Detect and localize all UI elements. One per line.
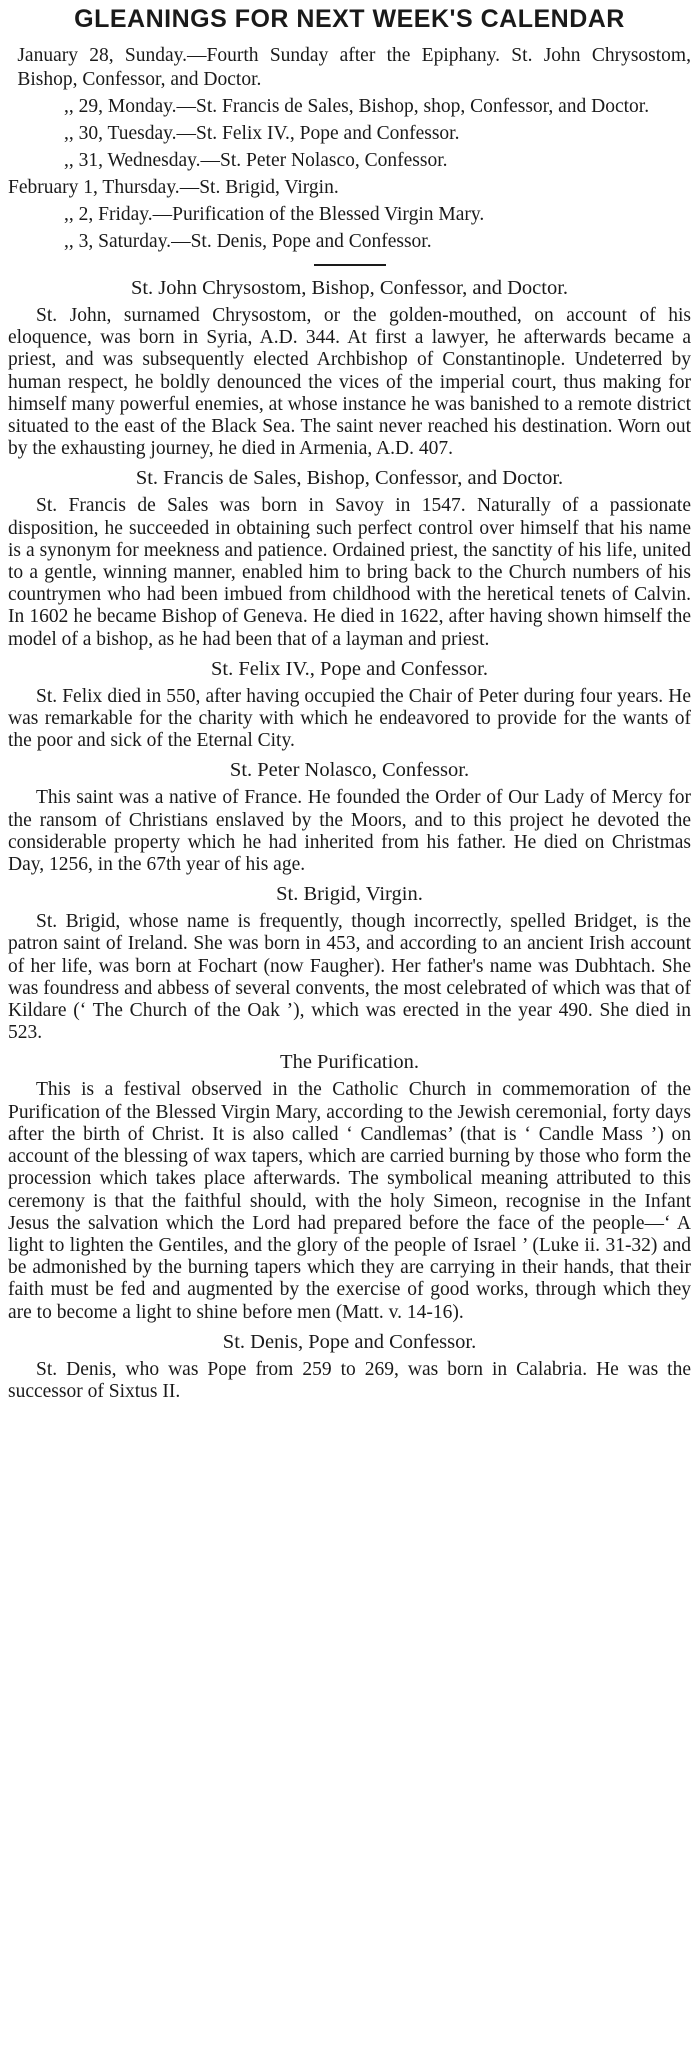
section-body: St. Felix died in 550, after having occupied the Chair of Peter during four years. He was remarkable for the charity with which he endeavored to provide for the wants of the poor and sick of the Eternal City.: [8, 685, 691, 752]
calendar-list: [8, 44, 691, 254]
section-body: St. John, surnamed Chrysostom, or the golden-mouthed, on account of his eloquence, was born in Syria, A.D. 344. At first a lawyer, he afterwards became a priest, and was subsequently elected Archbishop of Constantinople. Undeterred by human respect, he boldly denounced the vices of the imperial court, thus making for himself many powerful enemies, at whose instance he was banished to a remote district situated to the east of the Black Sea. The saint never reached his destination. Worn out by the exhausting journey, he died in Armenia, A.D. 407.: [8, 305, 691, 460]
calendar-text: —Purification of the Blessed Virgin Mary.: [152, 204, 485, 225]
article-section: [8, 276, 691, 460]
section-title: St. Felix IV., Pope and Confessor.: [211, 657, 488, 680]
calendar-entry: [8, 44, 691, 92]
calendar-date: January 28, Sunday.: [17, 45, 188, 66]
calendar-entry: [8, 95, 691, 119]
section-body: St. Francis de Sales was born in Savoy in 1547. Naturally of a passionate disposition, he succeeded in obtaining such perfect control over himself that his name is a synonym for meekness and patience. Ordained priest, the sanctity of his life, united to a gentle, winning manner, enabled him to bring back to the Church numbers of his countrymen who had been imbued from childhood with the heretical tenets of Calvin. In 1602 he became Bishop of Geneva. He died in 1622, after having shown himself the model of a bishop, as he had been that of a layman and priest.: [8, 495, 691, 650]
section-title: St. Peter Nolasco, Confessor.: [229, 759, 470, 782]
calendar-text: —St. Denis, Pope and Confessor.: [171, 231, 432, 252]
calendar-date: February 1, Thursday.: [8, 177, 180, 198]
calendar-text: —Fourth Sunday after the Epiphany. St. John Chrysostom, Bishop, Confessor, and Doctor.: [17, 45, 691, 90]
article-section: [8, 882, 691, 1044]
calendar-entry: [8, 122, 691, 146]
calendar-date: ,, 30, Tuesday.: [64, 123, 177, 144]
section-body: St. Denis, who was Pope from 259 to 269, was born in Calabria. He was the successor of Sixtus II.: [8, 1358, 691, 1402]
section-body: This saint was a native of France. He founded the Order of Our Lady of Mercy for the ransom of Christians enslaved by the Moors, and to this project he devoted the considerable property which he had inherited from his father. He died on Christmas Day, 1256, in the 67th year of his age.: [8, 787, 691, 876]
calendar-date: ,, 3, Saturday.: [64, 231, 172, 252]
article-section: [8, 1050, 691, 1323]
section-divider: [314, 264, 386, 266]
section-title: St. Denis, Pope and Confessor.: [222, 1330, 477, 1353]
calendar-date: ,, 29, Monday.: [64, 96, 177, 117]
headline: GLEANINGS FOR NEXT WEEK'S CALENDAR: [74, 5, 625, 33]
article-section: [8, 657, 691, 753]
calendar-entry: [8, 230, 691, 254]
article-section: [8, 1330, 691, 1403]
calendar-date: ,, 2, Friday.: [64, 204, 153, 225]
section-title: St. John Chrysostom, Bishop, Confessor, and Doctor.: [130, 277, 569, 299]
calendar-entry: [8, 149, 691, 173]
section-title: The Purification.: [280, 1051, 419, 1074]
section-title: St. Francis de Sales, Bishop, Confessor, and Doctor.: [135, 467, 564, 490]
calendar-date: ,, 31, Wednesday.: [64, 150, 201, 171]
section-title: St. Brigid, Virgin.: [276, 883, 423, 906]
calendar-text: —St. Felix IV., Pope and Confessor.: [176, 123, 460, 144]
calendar-text: —St. Francis de Sales, Bishop, shop, Confessor, and Doctor.: [176, 96, 650, 117]
calendar-text: —St. Brigid, Virgin.: [179, 177, 339, 198]
calendar-text: —St. Peter Nolasco, Confessor.: [200, 150, 448, 171]
calendar-entry: [8, 176, 691, 200]
section-body: This is a festival observed in the Catholic Church in commemoration of the Purification of the Blessed Virgin Mary, according to the Jewish ceremonial, forty days after the birth of Christ. It is also called ‘ Candlemas’ (that is ‘ Candle Mass ’) on account of the blessing of wax tapers, which are carried burning by those who form the procession which takes place afterwards. The symbolical meaning attributed to this ceremony is that the faithful should, with the holy Simeon, recognise in the Infant Jesus the salvation which the Lord had prepared before the face of the people—‘ A light to lighten the Gentiles, and the glory of the people of Israel ’ (Luke ii. 31-32) and be admonished by the burning tapers which they are carrying in their hands, that their faith must be fed and augmented by the exercise of good works, through which they are to become a light to shine before men (Matt. v. 14-16).: [8, 1079, 691, 1323]
section-body: St. Brigid, whose name is frequently, though incorrectly, spelled Bridget, is the patron saint of Ireland. She was born in 453, and according to an ancient Irish account of her life, was born at Fochart (now Faugher). Her father's name was Dubhtach. She was foundress and abbess of several convents, the most celebrated of which was that of Kildare (‘ The Church of the Oak ’), which was erected in the year 490. She died in 523.: [8, 911, 691, 1044]
article-section: [8, 758, 691, 876]
article-section: [8, 466, 691, 650]
calendar-entry: [8, 203, 691, 227]
